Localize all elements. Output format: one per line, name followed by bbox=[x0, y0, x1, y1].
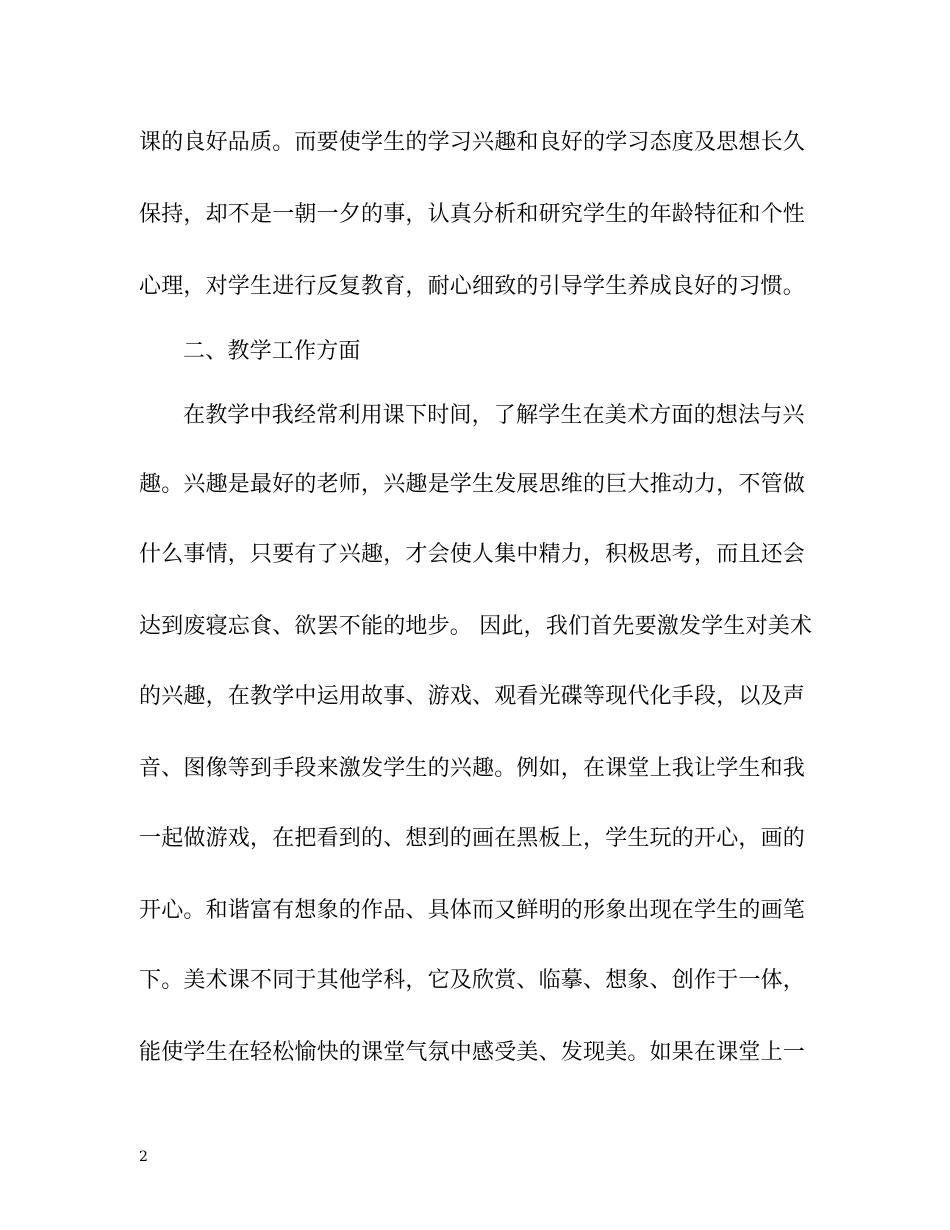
text-line-14: 能使学生在轻松愉快的课堂气氛中感受美、发现美。如果在课堂上一 bbox=[139, 1040, 806, 1065]
text-line-7: 什么事情，只要有了兴趣，才会使人集中精力，积极思考，而且还会 bbox=[139, 542, 806, 567]
text-line-3: 心理，对学生进行反复教育，耐心细致的引导学生养成良好的习惯。 bbox=[139, 274, 806, 299]
text-line-11: 一起做游戏，在把看到的、想到的画在黑板上，学生玩的开心，画的 bbox=[139, 826, 806, 851]
section-heading: 二、教学工作方面 bbox=[183, 339, 361, 364]
text-line-6: 趣。兴趣是最好的老师，兴趣是学生发展思维的巨大推动力，不管做 bbox=[139, 472, 806, 497]
text-line-10: 音、图像等到手段来激发学生的兴趣。例如，在课堂上我让学生和我 bbox=[139, 756, 806, 781]
page-number: 2 bbox=[139, 1149, 148, 1165]
text-line-2: 保持，却不是一朝一夕的事，认真分析和研究学生的年龄特征和个性 bbox=[139, 202, 806, 227]
text-line-12: 开心。和谐富有想象的作品、具体而又鲜明的形象出现在学生的画笔 bbox=[139, 898, 806, 923]
text-line-1: 课的良好品质。而要使学生的学习兴趣和良好的学习态度及思想长久 bbox=[139, 130, 806, 155]
text-line-9: 的兴趣，在教学中运用故事、游戏、观看光碟等现代化手段，以及声 bbox=[139, 684, 806, 709]
text-line-8: 达到废寝忘食、欲罢不能的地步。 因此，我们首先要激发学生对美术 bbox=[139, 614, 813, 639]
text-line-13: 下。美术课不同于其他学科，它及欣赏、临摹、想象、创作于一体， bbox=[139, 968, 806, 993]
text-line-5: 在教学中我经常利用课下时间，了解学生在美术方面的想法与兴 bbox=[183, 403, 805, 428]
